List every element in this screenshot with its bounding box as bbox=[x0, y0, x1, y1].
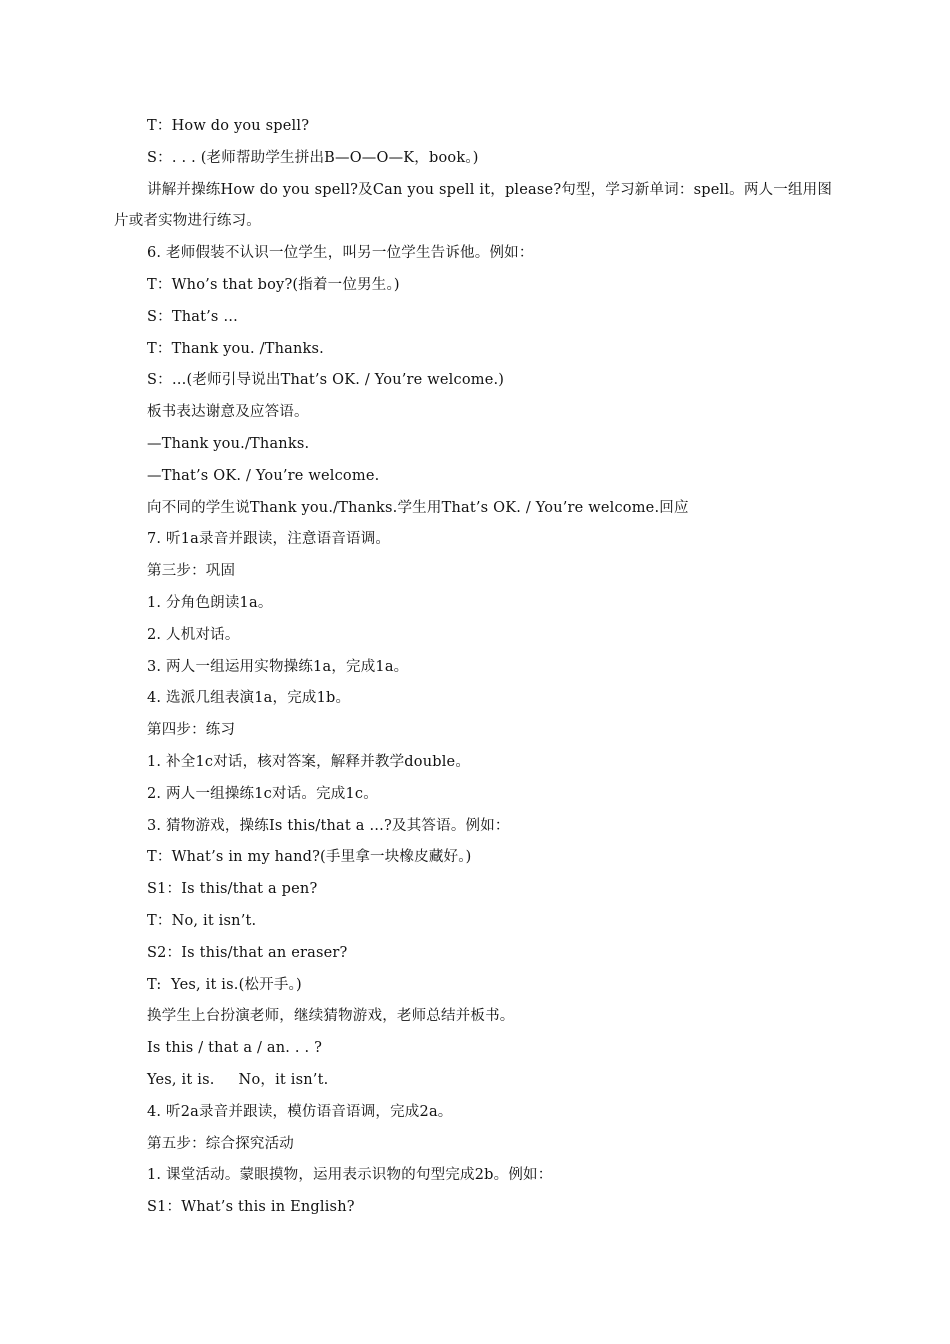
text-line: 板书表达谢意及应答语。 bbox=[147, 404, 309, 421]
text-line: 2. 人机对话。 bbox=[147, 626, 240, 643]
text-line: 向不同的学生说Thank you./Thanks.学生用That’s OK. / You’re welcome.回应 bbox=[147, 499, 689, 516]
text-line: 1. 课堂活动。蒙眼摸物，运用表示识物的句型完成2b。例如： bbox=[147, 1167, 553, 1184]
text-line: T：How do you spell? bbox=[147, 118, 310, 134]
document-body bbox=[114, 111, 834, 1224]
text-line: —That’s OK. / You’re welcome. bbox=[147, 467, 380, 484]
text-line: 1. 分角色朗读1a。 bbox=[147, 594, 273, 611]
text-line: 6. 老师假装不认识一位学生，叫另一位学生告诉他。例如： bbox=[147, 245, 534, 262]
section-heading: 第三步：巩固 bbox=[147, 563, 236, 580]
text-line: T: Yes, it is.(松开手。) bbox=[147, 976, 302, 993]
text-line: —Thank you./Thanks. bbox=[147, 435, 310, 452]
text-line: 2. 两人一组操练1c对话。完成1c。 bbox=[147, 785, 378, 802]
text-line: 3. 两人一组运用实物操练1a，完成1a。 bbox=[147, 658, 409, 675]
section-heading: 第五步：综合探究活动 bbox=[147, 1135, 294, 1152]
text-line: S：. . . (老师帮助学生拼出B—O—O—K，book。) bbox=[147, 149, 479, 166]
text-line: 4. 选派几组表演1a，完成1b。 bbox=[147, 690, 351, 707]
text-line: T：What’s in my hand?(手里拿一块橡皮藏好。) bbox=[147, 849, 472, 866]
text-line: S：That’s … bbox=[147, 308, 239, 325]
section-heading: 第四步：练习 bbox=[147, 722, 236, 739]
text-line: Yes, it is. No，it isn’t. bbox=[147, 1071, 329, 1088]
text-line: 4. 听2a录音并跟读，模仿语音语调，完成2a。 bbox=[147, 1103, 453, 1120]
text-line: S2：Is this/that an eraser? bbox=[147, 944, 348, 961]
text-line: 1. 补全1c对话，核对答案，解释并教学double。 bbox=[147, 753, 471, 770]
text-line: 3. 猜物游戏，操练Is this/that a …?及其答语。例如： bbox=[147, 817, 510, 834]
text-line: S1：Is this/that a pen? bbox=[147, 881, 318, 898]
text-line: T：Who’s that boy?(指着一位男生。) bbox=[147, 276, 400, 293]
text-line: Is this / that a / an. . . ? bbox=[147, 1040, 323, 1057]
text-line: S：…(老师引导说出That’s OK. / You’re welcome.) bbox=[147, 372, 505, 389]
text-paragraph: 讲解并操练How do you spell?及Can you spell it，please?句型，学习新单词：spell。两人一组用图片或者实物进行练习。 bbox=[114, 181, 833, 230]
text-line: 换学生上台扮演老师，继续猜物游戏，老师总结并板书。 bbox=[147, 1008, 515, 1025]
text-line: S1：What’s this in English? bbox=[147, 1199, 355, 1216]
text-line: T：No, it isn’t. bbox=[147, 912, 257, 929]
text-line: T：Thank you. /Thanks. bbox=[147, 340, 324, 357]
text-line: 7. 听1a录音并跟读，注意语音语调。 bbox=[147, 531, 391, 548]
